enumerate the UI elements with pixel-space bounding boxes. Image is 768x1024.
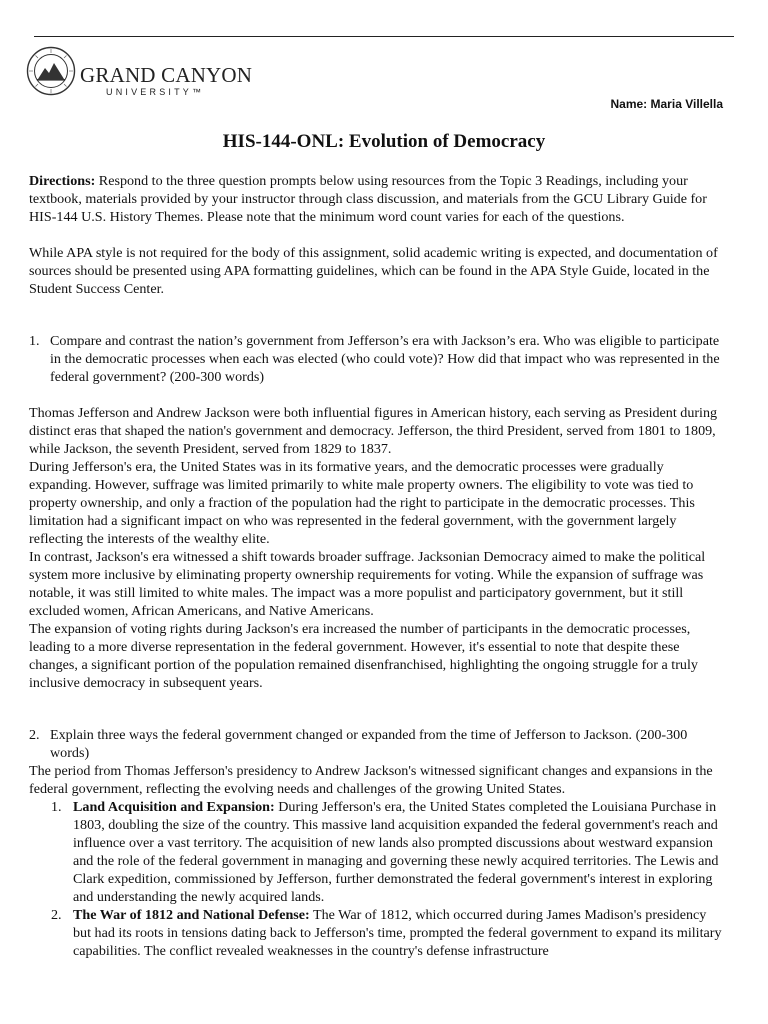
answer-paragraph: During Jefferson's era, the United States was in its formative years, and the democratic processes were gradually expanding. However, suffrage was limited primarily to white male property owners. The eligibility to vote was tied to property ownership, and only a fraction of the population had the right to participate in the democratic processes. This limitation had a significant impact on who was represented in the federal government, with the government largely reflecting the interests of the wealthy elite. <box>29 459 695 547</box>
question-number: 1. <box>29 333 40 349</box>
list-item-text: The War of 1812, which occurred during James Madison's presidency but had its roots in tensions dating back to Jefferson's time, prompted the federal government to expand its military capabilities. The conflict revealed weaknesses in the country's defense infrastructure <box>73 907 722 959</box>
list-item-heading: Land Acquisition and Expansion: <box>73 799 275 815</box>
question-number: 2. <box>29 727 40 743</box>
list-item <box>29 798 725 906</box>
page-title: HIS-144-ONL: Evolution of Democracy <box>222 131 546 152</box>
question-1 <box>29 332 725 386</box>
university-seal-icon <box>26 46 76 96</box>
answer-intro: The period from Thomas Jefferson's presidency to Andrew Jackson's witnessed significant changes and expansions in the federal government, reflecting the evolving needs and challenges of the growing United States. <box>29 763 713 797</box>
answer-paragraph: In contrast, Jackson's era witnessed a shift towards broader suffrage. Jacksonian Democracy aimed to make the political system more inclusive by eliminating property ownership requirements for voting. While the expansion of suffrage was notable, it was still limited to white males. The impact was a more populist and participatory government, but it still excluded women, African Americans, and Native Americans. <box>29 549 706 619</box>
list-item-heading: The War of 1812 and National Defense: <box>73 907 310 923</box>
directions-text: Respond to the three question prompts below using resources from the Topic 3 Readings, including your textbook, materials provided by your instructor through class discussion, and materials from the GCU Library Guide for HIS-144 U.S. History Themes. Please note that the minimum word count varies for each of the questions. <box>29 173 707 225</box>
question-prompt: Explain three ways the federal government changed or expanded from the time of Jefferson to Jackson. (200-300 words) <box>50 727 688 761</box>
list-item <box>29 906 725 960</box>
university-logo <box>26 46 256 102</box>
directions-paragraph <box>29 172 725 226</box>
list-item-number: 2. <box>51 907 62 923</box>
brand-name: GRAND CANYON <box>80 63 253 87</box>
question-2 <box>29 726 725 762</box>
list-item-text: During Jefferson's era, the United States completed the Louisiana Purchase in 1803, doubling the size of the country. This massive land acquisition expanded the federal government's reach and influence over a vast territory. The acquisition of new lands also prompted discussions about westward expansion and the role of the federal government in managing and governing these newly acquired territories. The Lewis and Clark expedition, commissioned by Jefferson, further demonstrated the federal government's interest in exploring and understanding the newly acquired lands. <box>73 799 719 905</box>
question-prompt: Compare and contrast the nation’s government from Jefferson’s era with Jackson’s era. Who was eligible to participate in the democratic processes when each was elected (who could vote)? How did that impact who was represented in the federal government? (200-300 words) <box>50 333 720 385</box>
top-rule <box>34 36 734 37</box>
directions-label: Directions: <box>29 173 96 189</box>
answer-paragraph: Thomas Jefferson and Andrew Jackson were both influential figures in American history, each serving as President during distinct eras that shaped the nation's government and democracy. Jefferson, the third President, served from 1801 to 1809, while Jackson, the seventh President, served from 1829 to 1837. <box>29 405 718 457</box>
document-body <box>29 172 725 960</box>
brand-subtitle: UNIVERSITY™ <box>106 87 205 97</box>
apa-note: While APA style is not required for the body of this assignment, solid academic writing is expected, and documentation of sources should be presented using APA formatting guidelines, which can be found in the APA Style Guide, located in the Student Success Center. <box>29 245 718 297</box>
list-item-number: 1. <box>51 799 62 815</box>
student-name: Name: Maria Villella <box>610 97 723 111</box>
answer-paragraph: The expansion of voting rights during Jackson's era increased the number of participants in the democratic processes, leading to a more diverse representation in the federal government. However, it's essential to note that despite these changes, a significant portion of the population remained disenfranchised, highlighting the ongoing struggle for a truly inclusive democracy in subsequent years. <box>29 621 698 691</box>
